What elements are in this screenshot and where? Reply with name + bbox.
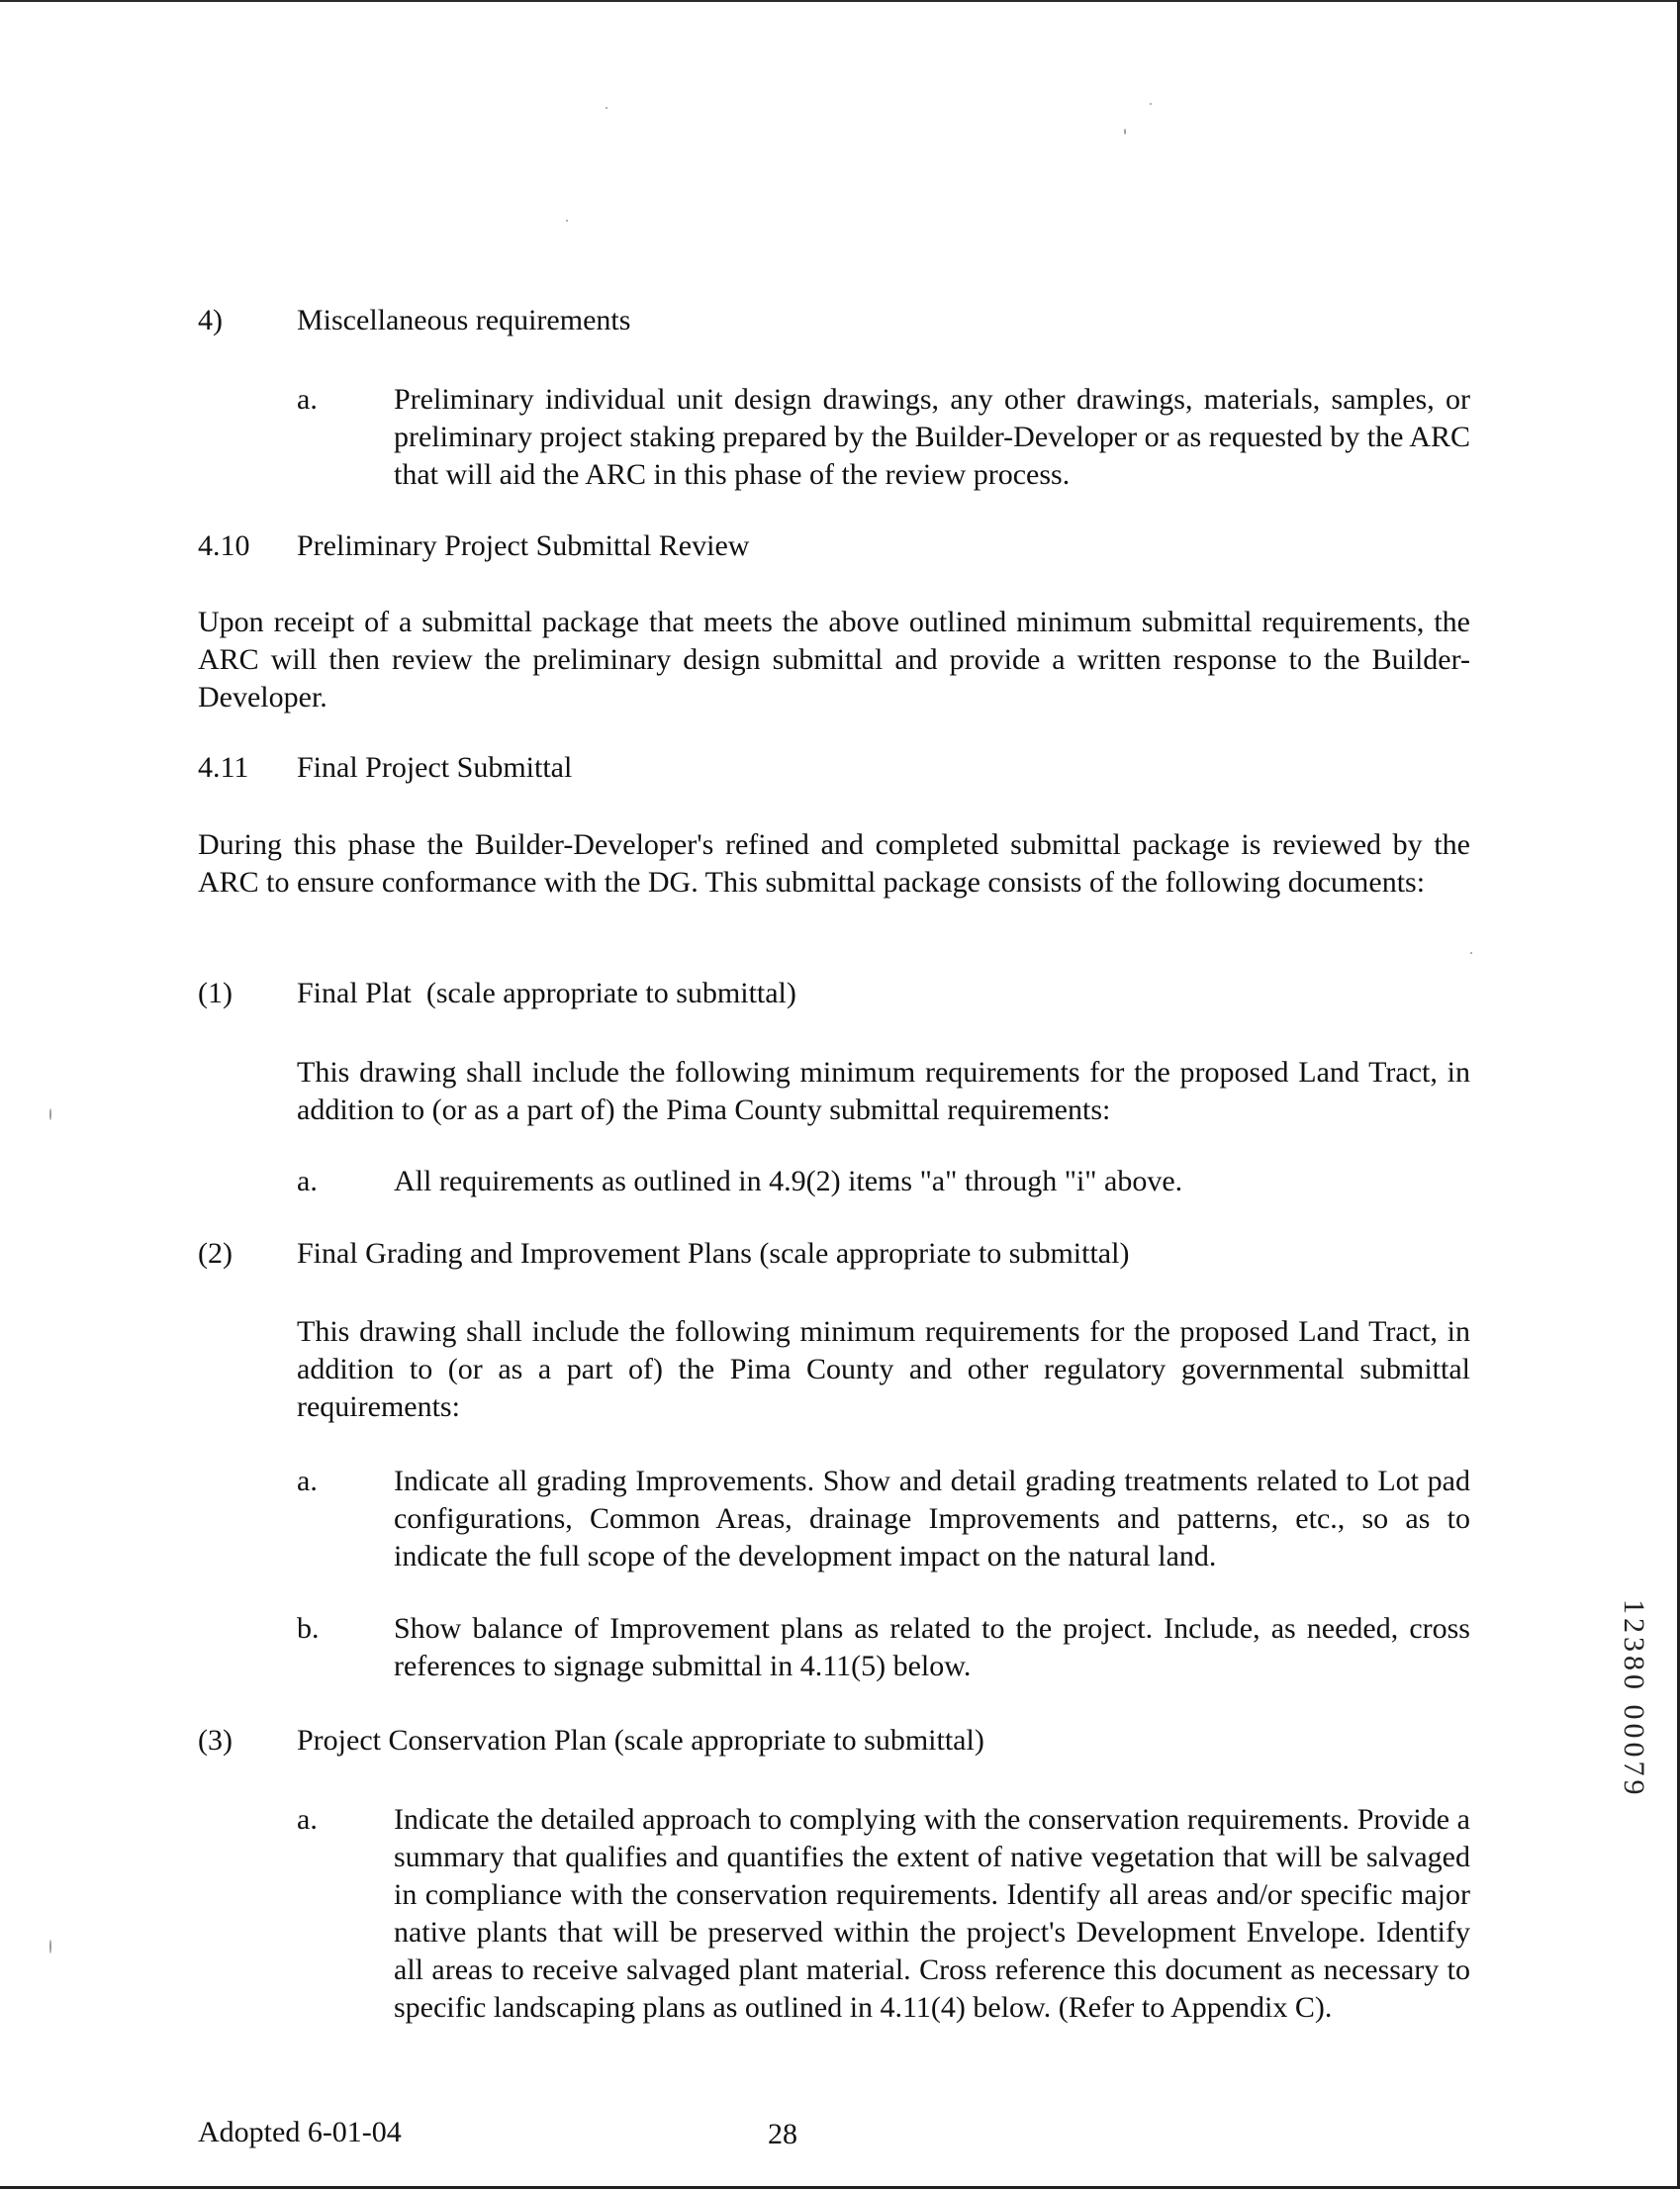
list-item-text: Indicate all grading Improvements. Show and detail grading treatments related to Lot pad configurations, Common Areas, drainage Improvements and patterns, etc., so as to indicate the full scope of the development impact on the natural land. [394,1465,1470,1572]
section-title: Final Project Submittal [297,751,573,784]
scan-speck [1150,103,1152,105]
section-number: 4.10 [198,529,250,562]
footer-adopted-date: Adopted 6-01-04 [198,2116,402,2148]
item-title: Final Plat (scale appropriate to submittal) [297,977,796,1009]
list-item-text: Indicate the detailed approach to complying with the conservation requirements. Provide a summary that qualifies and quantifies the extent of native vegetation that will be salvaged in compliance with the conservation requirements. Identify all areas and/or specific major native plants that will be preserved within the project's Development Envelope. Identify all areas to receive salvaged plant material. Cross reference this document as necessary to specific landscaping plans as outlined in 4.11(4) below. (Refer to Appendix C). [394,1803,1470,2024]
scan-speck [606,107,607,109]
scan-speck [49,1940,51,1953]
list-item-text: Preliminary individual unit design drawings, any other drawings, materials, samples, or preliminary project staking prepared by the Builder-Developer or as requested by the ARC that will aid the ARC in this phase of the review process. [394,383,1470,491]
list-item-text: All requirements as outlined in 4.9(2) items "a" through "i" above. [394,1165,1183,1197]
list-item-text: Show balance of Improvement plans as related to the project. Include, as needed, cross references to signage submittal in 4.11(5) below. [394,1612,1470,1682]
item-number: (1) [198,977,233,1009]
list-item-label: a. [297,383,318,416]
section-number: 4.11 [198,751,249,784]
list-item-label: a. [297,1803,318,1836]
item-title: Final Grading and Improvement Plans (scale appropriate to submittal) [297,1237,1130,1270]
scan-speck [1124,129,1126,135]
section-number: 4) [198,304,223,336]
item-number: (3) [198,1724,233,1757]
item-body: This drawing shall include the following minimum requirements for the proposed Land Tract, in addition to (or as a part of) the Pima County submittal requirements: [297,1056,1470,1126]
section-body: Upon receipt of a submittal package that meets the above outlined minimum submittal requirements, the ARC will then review the preliminary design submittal and provide a written response to the Builder-Developer. [198,606,1470,714]
section-title: Preliminary Project Submittal Review [297,529,750,562]
section-body: During this phase the Builder-Developer's refined and completed submittal package is reviewed by the ARC to ensure conformance with the DG. This submittal package consists of the following documents: [198,828,1470,899]
docket-stamp-text: 12380 00079 [1618,1599,1650,1799]
page-number: 28 [768,2118,797,2150]
scan-speck [1470,952,1472,954]
docket-stamp [1589,1599,1668,1936]
scan-speck [49,1108,51,1120]
scan-edge-top [0,0,1680,2]
section-title: Miscellaneous requirements [297,304,631,336]
item-body: This drawing shall include the following minimum requirements for the proposed Land Tract, in addition to (or as a part of) the Pima County and other regulatory governmental submittal requirements: [297,1315,1470,1423]
list-item-label: a. [297,1465,318,1497]
list-item-label: b. [297,1612,320,1645]
item-number: (2) [198,1237,233,1270]
scan-speck [566,220,568,222]
item-title: Project Conservation Plan (scale appropriate to submittal) [297,1724,984,1757]
list-item-label: a. [297,1165,318,1197]
